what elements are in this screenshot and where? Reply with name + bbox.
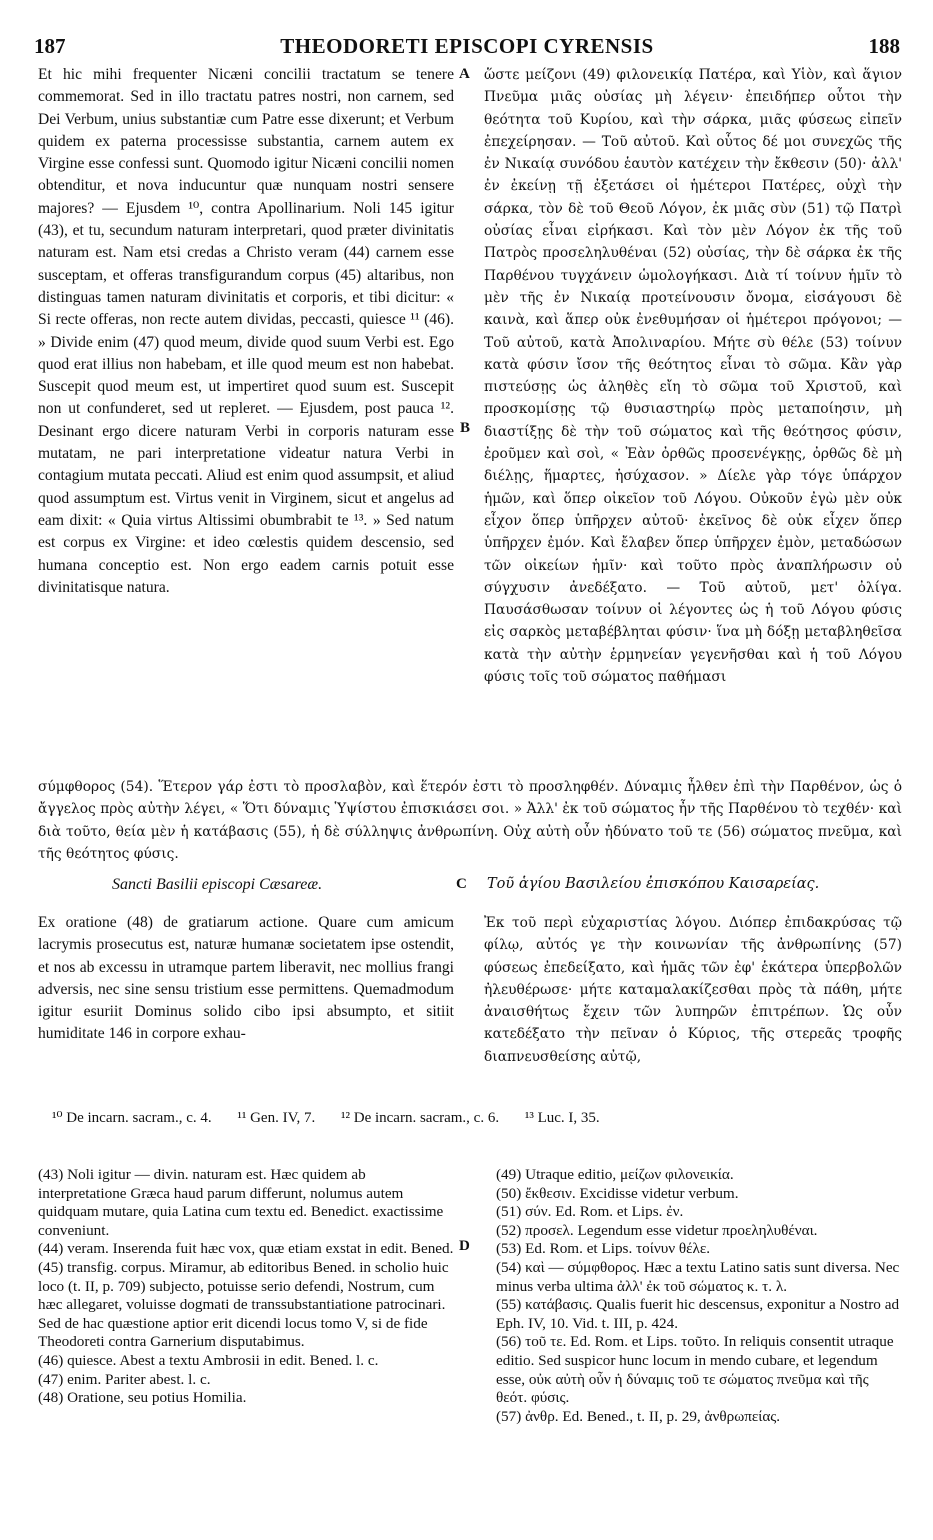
latin-text-top: Et hic mihi frequenter Nicæni concilii tractatum se tenere commemorat. Sed in illo tractatu patres nostri, non carnem, sed Dei Verbum, unius substantiæ cum Patre esse dixerunt; et Verbum quidem ex paterna processisse substantia, carnem autem ex Virgine esse confessi sunt. Quomodo igitur Nicæni concilii nomen obtenditur, et nova inducuntur quæ nunquam nostri sensere majores? — Ejusdem ¹⁰, contra Apollinarium. Noli 145 igitur (43), et tu, secundum naturam interpretari, quod præter divinitatis naturam est. Nam etsi credas a Christo veram (44) carnem esse susceptam, et offeras transfigurandum corpus (45) altaribus, non distinguas tamen naturam divinitatis et corporis, et tibi dicitur: « Si recte offeras, non recte autem dividas, peccasti, quiesce ¹¹ (46). » Divide enim (47) quod meum, divide quod suum Verbi est. Ego quod erat illius non habebam, et ille quod meum est non habebat. Suscepit quod meum est, ut impertiret quod suum est. Suscepit non ut confunderet, sed ut repleret. — Ejusdem, post pauca ¹². Desinant ergo dicere naturam Verbi in corporis naturam esse mutatam, ne pari interpretatione videatur natura Verbi in contagium mutata peccati. Aliud est enim quod assumpsit, et aliud quod assumptum est. Virtus venit in Virginem, sicut et angelus ad eam dixit: « Quia virtus Altissimi obumbrabit te ¹³. » Sed natum est corpus ex Virgine: et ideo cœlestis quidem descensio, sed humana conceptio est. Non ergo eadem carnis potuit esse divinitatisque natura. (38, 66, 454, 596)
footnote-44: (44) veram. Inserenda fuit hæc vox, quæ etiam exstat in edit. Bened. (38, 1240, 454, 1258)
footnote-54: (54) καὶ — σύμφθορος. Hæc a textu Latino satis sunt diversa. Nec minus verba ultima ἀλλ' ἐκ τοῦ σώματος κ. τ. λ. (496, 1258, 900, 1295)
footnote-52: (52) προσελ. Legendum esse videtur προεληλυθέναι. (496, 1221, 818, 1239)
reference-12: ¹² De incarn. sacram., c. 6. (341, 1110, 500, 1126)
running-header (34, 34, 900, 64)
page-number-left: 187 (34, 34, 66, 58)
greek-column-top (484, 64, 902, 776)
reference-11: ¹¹ Gen. IV, 7. (237, 1110, 316, 1126)
footnote-57: (57) ἀνθρ. Ed. Bened., t. II, p. 29, ἀνθρωπείας. (496, 1407, 781, 1425)
latin-text-bottom: Ex oratione (48) de gratiarum actione. Quare cum amicum lacrymis prosecutus est, naturæ humanæ societatem ipse ostendit, et nos ab excessu in utramque partem liberavit, nec mollius frangi adversis, nec sine sensu tristium esse permittens. Quemadmodum igitur esuriit Dominus solido cibo ipsi absumpto, et sitiit humiditate 146 in corpore exhau- (38, 914, 454, 1043)
footnote-48: (48) Oratione, seu potius Homilia. (38, 1389, 247, 1407)
running-head-title: THEODORETI EPISCOPI CYRENSIS (280, 34, 654, 58)
footnotes-left (38, 1166, 458, 1408)
margin-marker-b: B (460, 420, 471, 436)
section-heading-latin: Sancti Basilii episcopi Cæsareæ. (112, 876, 323, 893)
page-number-right: 188 (868, 34, 900, 58)
margin-marker-a: A (459, 66, 470, 82)
latin-column-bottom (38, 912, 454, 1094)
reference-10: ¹⁰ De incarn. sacram., c. 4. (52, 1110, 212, 1126)
latin-column-top (38, 64, 454, 776)
greek-text-full: σύμφθορος (54). Ἕτερον γάρ ἐστι τὸ προσλαβὸν, καὶ ἕτερόν ἐστι τὸ προσληφθέν. Δύναμις ἦλθεν ἐπὶ τὴν Παρθένον, ὡς ὁ ἄγγελος πρὸς αὐτὴν λέγει, « Ὅτι δύναμις Ὑψίστου ἐπισκιάσει σοι. » Ἀλλ' ἐκ τοῦ σώματος ἦν τῆς Παρθένου τὸ τεχθέν· καὶ διὰ τοῦτο, θεία μὲν ἡ κατάβασις (55), ἡ δὲ σύλληψις ἀνθρωπίνη. Οὐχ αὐτὴ οὖν ἠδύνατο τοῦ τε (56) σώματος πνεῦμα, καὶ τῆς θεότητος φύσις. (38, 779, 902, 862)
margin-marker-c: C (456, 876, 467, 892)
footnote-55: (55) κατάβασις. Qualis fuerit hic descensus, exponitur a Nostro ad Eph. IV, 10. Vid. t. III, p. 424. (496, 1296, 900, 1332)
footnote-51: (51) σύν. Ed. Rom. et Lips. ἐν. (496, 1203, 684, 1221)
footnote-43: (43) Noli igitur — divin. naturam est. Hæc quidem ab interpretatione Græca haud parum differunt, nolumus autem quidquam mutare, quia Latina cum textu ed. Benedict. exactissime conveniunt. (38, 1166, 444, 1239)
footnote-45: (45) transfig. corpus. Miramur, ab editoribus Bened. in scholio huic loco (t. II, p. 709) subjecto, potuisse serio defendi, Nostrum, cum hæc allegaret, voluisse dogmati de transsubstantiatione patrocinari. Sed de hac quæstione aptior erit dicendi locus tomo V, si de fide Theodoreti contra Garnerium disputabimus. (38, 1258, 449, 1351)
greek-full-width (38, 776, 902, 866)
section-heading-greek: Τοῦ ἁγίου Βασιλείου ἐπισκόπου Καισαρείας. (487, 876, 820, 892)
greek-text-top: ὥστε μείζονι (49) φιλονεικίᾳ Πατέρα, καὶ Υἱὸν, καὶ ἅγιον Πνεῦμα μιᾶς οὐσίας μὴ λέγειν· ἐπειδήπερ οὗτοι τὴν θεότητα τοῦ Κυρίου, καὶ τὴν σάρκα, μιᾶς φύσεως εἰπεῖν ἐπεχείρησαν. — Τοῦ αὐτοῦ. Καὶ οὗτος δέ μοι συνεχῶς τῆς ἐν Νικαίᾳ συνόδου ἑαυτὸν κατέχειν τὴν ἔκθεσιν (50)· ἀλλ' ἐν ἐκείνῃ τῇ ἐξετάσει οἱ ἡμέτεροι Πατέρες, οὐχὶ τὴν σάρκα, τὸν δὲ τοῦ Θεοῦ Λόγον, ἐκ μιᾶς σὺν (51) τῷ Πατρὶ οὐσίας εἶναι εἰρήκασι. Καὶ τὸν μὲν Λόγον ἐκ τῆς τοῦ Πατρὸς προσεληλυθέναι (52) οὐσίας, τὴν δὲ σάρκα ἐκ τῆς Παρθένου τυγχάνειν ὡμολογήκασι. Διὰ τί τοίνυν ἡμῖν τὸ μὲν τῆς ἐν Νικαίᾳ προτείνουσιν ὄνομα, εἰσάγουσι δὲ καινὰ, καὶ ἅπερ οὐκ ἐνεθυμήσαν οἱ ἡμέτεροι πρόγονοι; — Τοῦ αὐτοῦ, κατὰ Ἀπολιναρίου. Μήτε σὺ θέλε (53) τοίνυν κατὰ φύσιν ἴσον τῆς θεότητος εἶναι τὸ σῶμα. Κἂν γὰρ πιστεύσῃς ὡς ἀληθὲς εἴη τὸ σῶμα τοῦ Χριστοῦ, καὶ προσκομίσῃς τῷ θυσιαστηρίῳ πρὸς μεταποίησιν, μὴ διαστίξῃς δὲ τὴν τοῦ σώματος καὶ τῆς θεότησος φύσιν, ἐροῦμεν καὶ σοὶ, « Ἐὰν ὀρθῶς προσενέγκῃς, ὀρθῶς δὲ μὴ διέλῃς, ἥμαρτες, ἡσύχασον. » Δίελε γὰρ τόγε ὑπάρχον ἡμῶν, καὶ ὅπερ οἰκεῖον τοῦ Λόγου. Οὐκοῦν ἐγὼ μὲν οὐκ εἶχον ὅπερ ὑπῆρχεν αὐτοῦ· ἐκεῖνος δὲ οὐκ εἶχεν ὅπερ ὑπῆρχεν ἐμόν. Καὶ ἔλαβεν ὅπερ ὑπῆρχεν ἐμὸν, μεταδώσων τῶν οἰκείων ἡμῖν· καὶ τοῦτο πρὸς ἀναπλήρωσιν οὐ σύγχυσιν ἀνεδέξατο. — Τοῦ αὐτοῦ, μετ' ὀλίγα. Παυσάσθωσαν τοίνυν οἱ λέγοντες ὡς ἡ τοῦ Λόγου φύσις εἰς σαρκὸς μεταβέβληται φύσιν· ἵνα μὴ δόξῃ μεταβληθεῖσα κατὰ τὴν αὐτὴν ἑρμηνείαν γεγενῆσθαι καὶ ἡ τοῦ Λόγου φύσις τοῖς τοῦ σώματος παθήμασι (484, 67, 902, 686)
footnote-47: (47) enim. Pariter abest. l. c. (38, 1370, 211, 1388)
footnote-46: (46) quiesce. Abest a textu Ambrosii in edit. Bened. l. c. (38, 1351, 379, 1369)
margin-marker-d: D (459, 1238, 470, 1254)
greek-text-bottom: Ἐκ τοῦ περὶ εὐχαριστίας λόγου. Διόπερ ἐπιδακρύσας τῷ φίλῳ, αὐτός γε τὴν κοινωνίαν τῆς ἀνθρωπίνης (57) φύσεως ἐπεδείξατο, καὶ ἡμᾶς τῶν ἐφ' ἑκάτερα ὑπερβολῶν ἠλευθέρωσε· μήτε καταμαλακίζεσθαι πρὸς τὰ πάθη, μήτε ἀναισθήτως ἔχειν τῶν λυπηρῶν ἐπιτρέπων. Ὡς οὖν κατεδέξατο τὴν πεῖναν ὁ Κύριος, τῆς στερεᾶς τροφῆς διαπνευσθείσης αὐτῷ, (484, 915, 902, 1065)
footnote-56: (56) τοῦ τε. Ed. Rom. et Lips. τοῦτο. In reliquis consentit utraque editio. Sed suspicor hunc locum in mendo cubare, et legendum esse, οὐκ αὐτὴ οὖν ἡ δύναμις τοῦ τε σώματος πνεῦμα καὶ τῆς θεότ. φύσις. (496, 1333, 894, 1407)
reference-13: ¹³ Luc. I, 35. (524, 1110, 600, 1126)
footnote-50: (50) ἔκθεσιν. Excidisse videtur verbum. (496, 1184, 739, 1202)
footnotes-right (496, 1166, 902, 1426)
scripture-references (52, 1108, 902, 1127)
greek-column-bottom (484, 912, 902, 1094)
footnote-49: (49) Utraque editio, μείζων φιλονεικία. (496, 1166, 734, 1183)
footnote-53: (53) Ed. Rom. et Lips. τοίνυν θέλε. (496, 1240, 711, 1258)
